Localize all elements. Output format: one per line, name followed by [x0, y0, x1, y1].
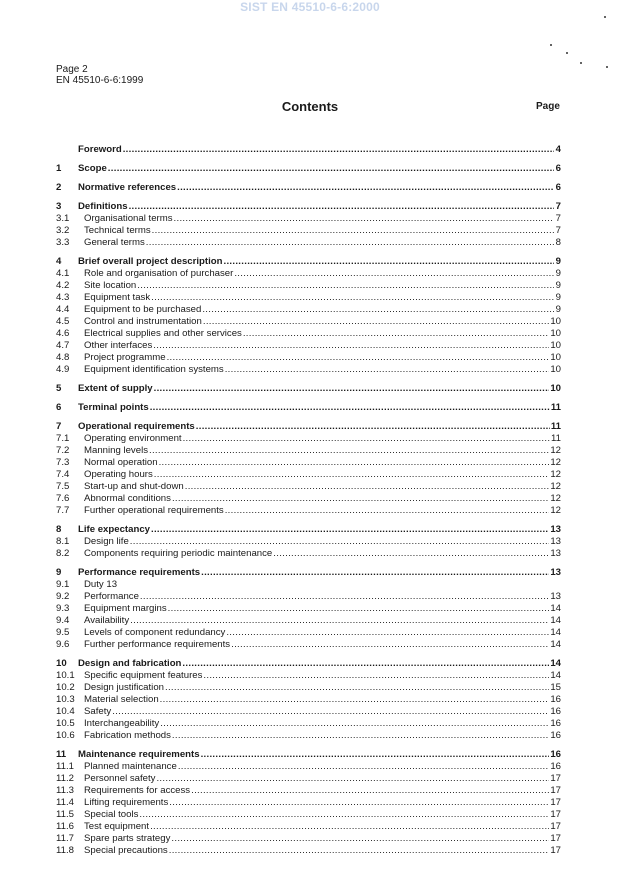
toc-entry-page: 12	[550, 457, 561, 468]
toc-entry-page: 14	[550, 603, 561, 614]
toc-entry[interactable]	[56, 567, 561, 579]
toc-entry-number: 9.5	[56, 627, 70, 638]
dot-leader	[112, 706, 549, 718]
toc-entry[interactable]	[56, 536, 561, 548]
toc-entry[interactable]	[56, 163, 561, 175]
toc-entry-title: Requirements for access	[84, 785, 191, 796]
toc-entry-page: 11	[550, 402, 561, 413]
toc-entry[interactable]	[56, 773, 561, 785]
toc-entry-title: Personnel safety	[84, 773, 156, 784]
toc-entry-page: 10	[550, 340, 561, 351]
toc-entry-page: 12	[550, 481, 561, 492]
toc-entry-page: 6	[555, 163, 561, 174]
toc-entry-title: Duty 13	[84, 579, 118, 590]
toc-entry[interactable]	[56, 797, 561, 809]
toc-entry-page: 8	[555, 237, 561, 248]
toc-entry-page: 13	[550, 548, 561, 559]
dot-leader	[178, 761, 550, 773]
toc-entry[interactable]	[56, 481, 561, 493]
toc-entry-page: 12	[550, 469, 561, 480]
toc-entry-number: 10.5	[56, 718, 75, 729]
dot-leader	[191, 785, 549, 797]
toc-entry-title: Design justification	[84, 682, 164, 693]
toc-entry[interactable]	[56, 627, 561, 639]
toc-entry-title: Maintenance requirements	[78, 749, 200, 760]
dot-leader	[156, 773, 549, 785]
toc-entry[interactable]	[56, 383, 561, 395]
toc-entry-number: 9.3	[56, 603, 70, 614]
toc-entry-number: 9.1	[56, 579, 70, 590]
toc-entry-title: Brief overall project description	[78, 256, 223, 267]
dot-leader	[150, 402, 550, 414]
dot-leader	[174, 213, 554, 225]
toc-entry-page: 16	[550, 694, 561, 705]
toc-entry-title: Equipment identification systems	[84, 364, 224, 375]
toc-entry[interactable]	[56, 340, 561, 352]
toc-entry-number: 10.6	[56, 730, 75, 741]
toc-entry-number: 4.6	[56, 328, 70, 339]
dot-leader	[183, 433, 550, 445]
toc-entry-page: 13	[550, 524, 561, 535]
toc-entry[interactable]	[56, 639, 561, 651]
toc-entry[interactable]	[56, 833, 561, 845]
dot-leader	[234, 268, 554, 280]
speck	[604, 16, 606, 18]
toc-entry[interactable]	[56, 694, 561, 706]
toc-entry[interactable]	[56, 144, 561, 156]
toc-entry-number: 4	[56, 256, 62, 267]
dot-leader	[140, 591, 549, 603]
toc-entry[interactable]	[56, 718, 561, 730]
toc-entry-title: Normative references	[78, 182, 177, 193]
toc-entry-title: Project programme	[84, 352, 166, 363]
toc-entry[interactable]	[56, 548, 561, 560]
toc-entry[interactable]	[56, 445, 561, 457]
toc-entry-title: Other interfaces	[84, 340, 153, 351]
dot-leader	[243, 328, 549, 340]
dot-leader	[223, 256, 554, 268]
toc-entry[interactable]	[56, 615, 561, 627]
toc-entry-number: 9.2	[56, 591, 70, 602]
toc-entry-number: 4.9	[56, 364, 70, 375]
toc-entry-page: 13	[550, 591, 561, 602]
toc-entry-title: Fabrication methods	[84, 730, 171, 741]
toc-entry[interactable]	[56, 237, 561, 249]
toc-entry-page: 16	[550, 706, 561, 717]
toc-entry-title: Performance	[84, 591, 139, 602]
toc-entry-number: 5	[56, 383, 62, 394]
watermark: SIST EN 45510-6-6:2000	[240, 0, 380, 14]
toc-entry-title: Extent of supply	[78, 383, 153, 394]
toc-entry-number: 3.1	[56, 213, 70, 224]
toc-entry-page: 14	[550, 658, 561, 669]
toc-entry-page: 16	[550, 761, 561, 772]
toc-entry-title: Further operational requirements	[84, 505, 224, 516]
toc-entry-page: 10	[550, 316, 561, 327]
toc-entry-number: 10.1	[56, 670, 75, 681]
dot-leader	[129, 201, 554, 213]
toc-entry-number: 7.1	[56, 433, 70, 444]
toc-entry-number: 2	[56, 182, 62, 193]
toc-entry-page: 12	[550, 493, 561, 504]
toc-entry-title: Specific equipment features	[84, 670, 203, 681]
toc-entry-number: 11	[56, 749, 67, 760]
toc-entry-number: 8.2	[56, 548, 70, 559]
speck	[566, 52, 568, 54]
toc-entry-title: Design and fabrication	[78, 658, 182, 669]
scan-specks	[540, 14, 620, 74]
toc-entry-page: 11	[550, 421, 561, 432]
toc-entry-page: 16	[550, 749, 561, 760]
toc-entry[interactable]	[56, 213, 561, 225]
toc-entry-title: Spare parts strategy	[84, 833, 171, 844]
toc-entry-title: Test equipment	[84, 821, 150, 832]
toc-entry-number: 7.3	[56, 457, 70, 468]
toc-entry-page: 12	[550, 505, 561, 516]
toc-entry[interactable]	[56, 292, 561, 304]
toc-entry-page: 7	[555, 213, 561, 224]
toc-entry-title: Organisational terms	[84, 213, 173, 224]
toc-entry-number: 1	[56, 163, 62, 174]
dot-leader	[231, 639, 549, 651]
toc-entry-title: Design life	[84, 536, 129, 547]
dot-leader	[225, 505, 550, 517]
toc-entry-number: 11.5	[56, 809, 74, 820]
toc-entry-title: Lifting requirements	[84, 797, 169, 808]
toc-entry-page: 17	[550, 785, 561, 796]
toc-entry[interactable]	[56, 579, 561, 591]
toc-entry-page: 7	[555, 225, 561, 236]
dot-leader	[169, 845, 550, 857]
dot-leader	[172, 493, 549, 505]
toc-entry-page: 17	[550, 833, 561, 844]
toc-entry[interactable]	[56, 352, 561, 364]
toc-entry-number: 9.4	[56, 615, 70, 626]
toc-entry[interactable]	[56, 706, 561, 718]
toc-entry[interactable]	[56, 809, 561, 821]
dot-leader	[201, 567, 549, 579]
toc-entry-number: 7.5	[56, 481, 70, 492]
toc-entry-title: Special tools	[84, 809, 139, 820]
toc-entry[interactable]	[56, 730, 561, 742]
toc-entry-page: 12	[550, 445, 561, 456]
toc-entry-title: Abnormal conditions	[84, 493, 171, 504]
toc-entry-number: 11.4	[56, 797, 74, 808]
dot-leader	[123, 144, 554, 156]
toc-entry-title: General terms	[84, 237, 145, 248]
toc-entry-page: 10	[550, 352, 561, 363]
toc-entry[interactable]	[56, 658, 561, 670]
toc-entry-number: 10.3	[56, 694, 75, 705]
toc-entry-title: Planned maintenance	[84, 761, 177, 772]
toc-entry-title: Performance requirements	[78, 567, 201, 578]
dot-leader	[151, 292, 554, 304]
dot-leader	[185, 481, 550, 493]
table-of-contents	[56, 144, 561, 857]
toc-entry[interactable]	[56, 364, 561, 376]
toc-entry[interactable]	[56, 682, 561, 694]
toc-entry-page: 14	[550, 639, 561, 650]
toc-entry-number: 4.5	[56, 316, 70, 327]
toc-entry-number: 10.4	[56, 706, 75, 717]
dot-leader	[151, 524, 549, 536]
dot-leader	[154, 383, 550, 395]
toc-entry-page: 17	[550, 797, 561, 808]
toc-entry-page: 9	[555, 280, 561, 291]
toc-entry[interactable]	[56, 421, 561, 433]
toc-entry-title: Availability	[84, 615, 130, 626]
toc-entry-number: 9.6	[56, 639, 70, 650]
dot-leader	[168, 603, 550, 615]
toc-entry-number: 4.2	[56, 280, 70, 291]
toc-entry-title: Interchangeability	[84, 718, 160, 729]
dot-leader	[196, 421, 550, 433]
dot-leader	[201, 749, 550, 761]
toc-entry-title: Life expectancy	[78, 524, 150, 535]
toc-entry-title: Definitions	[78, 201, 128, 212]
toc-entry-number: 4.3	[56, 292, 70, 303]
toc-entry-page: 13	[550, 567, 561, 578]
dot-leader	[137, 280, 554, 292]
toc-entry-page: 17	[550, 773, 561, 784]
toc-entry-title: Equipment margins	[84, 603, 167, 614]
toc-entry-title: Material selection	[84, 694, 159, 705]
toc-entry-number: 7.4	[56, 469, 70, 480]
toc-entry-title: Manning levels	[84, 445, 148, 456]
toc-entry-title: Equipment to be purchased	[84, 304, 202, 315]
toc-entry-title: Components requiring periodic maintenance	[84, 548, 273, 559]
toc-entry-page: 10	[550, 328, 561, 339]
toc-entry-title: Site location	[84, 280, 137, 291]
toc-entry[interactable]	[56, 280, 561, 292]
toc-entry[interactable]	[56, 304, 561, 316]
toc-entry-page: 16	[550, 730, 561, 741]
toc-entry-title: Operating environment	[84, 433, 182, 444]
dot-leader	[167, 352, 550, 364]
toc-entry-number: 10	[56, 658, 67, 669]
dot-leader	[139, 809, 549, 821]
dot-leader	[160, 718, 549, 730]
toc-entry[interactable]	[56, 670, 561, 682]
toc-entry-number: 6	[56, 402, 62, 413]
page-column-header: Page	[536, 101, 560, 112]
speck	[580, 62, 582, 64]
toc-entry-number: 7	[56, 421, 62, 432]
toc-entry[interactable]	[56, 785, 561, 797]
toc-entry[interactable]	[56, 845, 561, 857]
toc-entry-page: 10	[550, 383, 561, 394]
dot-leader	[130, 615, 549, 627]
toc-entry-number: 8	[56, 524, 62, 535]
toc-entry-number: 11.3	[56, 785, 74, 796]
toc-entry-title: Control and instrumentation	[84, 316, 202, 327]
toc-entry[interactable]	[56, 182, 561, 194]
toc-entry[interactable]	[56, 761, 561, 773]
dot-leader	[226, 627, 549, 639]
toc-entry-number: 7.6	[56, 493, 70, 504]
dot-leader	[146, 237, 554, 249]
dot-leader	[159, 457, 550, 469]
toc-entry-title: Role and organisation of purchaser	[84, 268, 234, 279]
toc-entry[interactable]	[56, 457, 561, 469]
dot-leader	[202, 304, 554, 316]
dot-leader	[203, 670, 549, 682]
toc-entry-title: Start-up and shut-down	[84, 481, 184, 492]
toc-entry-number: 3.2	[56, 225, 70, 236]
toc-entry-page: 14	[550, 670, 561, 681]
toc-entry[interactable]	[56, 591, 561, 603]
dot-leader	[165, 682, 549, 694]
toc-entry-number: 11.8	[56, 845, 74, 856]
toc-entry-title: Terminal points	[78, 402, 149, 413]
toc-entry-page: 4	[555, 144, 561, 155]
dot-leader	[177, 182, 554, 194]
speck	[606, 66, 608, 68]
toc-entry-number: 4.1	[56, 268, 70, 279]
toc-entry-title: Technical terms	[84, 225, 151, 236]
toc-entry-title: Equipment task	[84, 292, 151, 303]
dot-leader	[150, 821, 549, 833]
dot-leader	[153, 340, 549, 352]
dot-leader	[149, 445, 549, 457]
toc-entry[interactable]	[56, 225, 561, 237]
toc-entry-title: Safety	[84, 706, 112, 717]
toc-entry[interactable]	[56, 821, 561, 833]
toc-entry-number: 11.2	[56, 773, 74, 784]
toc-entry-page: 17	[550, 845, 561, 856]
contents-title: Contents	[281, 99, 339, 114]
dot-leader	[154, 469, 550, 481]
toc-entry-page: 6	[555, 182, 561, 193]
toc-entry-title: Operating hours	[84, 469, 153, 480]
toc-entry-number: 9	[56, 567, 62, 578]
toc-entry-page: 9	[555, 256, 561, 267]
toc-entry-number: 7.2	[56, 445, 70, 456]
toc-entry-number: 11.1	[56, 761, 74, 772]
toc-entry[interactable]	[56, 268, 561, 280]
toc-entry-number: 7.7	[56, 505, 70, 516]
toc-entry[interactable]	[56, 328, 561, 340]
toc-entry[interactable]	[56, 256, 561, 268]
toc-entry[interactable]	[56, 201, 561, 213]
toc-entry-page: 17	[550, 821, 561, 832]
toc-entry-page: 7	[555, 201, 561, 212]
toc-entry-title: Further performance requirements	[84, 639, 231, 650]
toc-entry-title: Operational requirements	[78, 421, 195, 432]
toc-entry-page: 16	[550, 718, 561, 729]
toc-entry-title: Special precautions	[84, 845, 168, 856]
toc-entry-page: 14	[550, 615, 561, 626]
toc-entry[interactable]	[56, 524, 561, 536]
toc-entry-title: Foreword	[78, 144, 122, 155]
toc-entry-number: 3	[56, 201, 62, 212]
toc-entry-number: 8.1	[56, 536, 70, 547]
toc-entry-number: 4.7	[56, 340, 70, 351]
toc-entry[interactable]	[56, 493, 561, 505]
toc-entry-title: Scope	[78, 163, 107, 174]
toc-entry-page: 9	[555, 268, 561, 279]
toc-entry-page: 15	[550, 682, 561, 693]
toc-entry-title: Levels of component redundancy	[84, 627, 226, 638]
dot-leader	[160, 694, 550, 706]
toc-entry-number: 10.2	[56, 682, 75, 693]
toc-entry-page: 13	[550, 536, 561, 547]
toc-entry-number: 4.4	[56, 304, 70, 315]
dot-leader	[203, 316, 549, 328]
toc-entry-page: 11	[551, 433, 561, 444]
dot-leader	[172, 730, 549, 742]
toc-entry-page: 17	[550, 809, 561, 820]
toc-entry[interactable]	[56, 433, 561, 445]
toc-entry-page: 14	[550, 627, 561, 638]
toc-entry-page: 9	[555, 292, 561, 303]
speck	[550, 44, 552, 46]
toc-entry[interactable]	[56, 402, 561, 414]
document-reference: EN 45510-6-6:1999	[56, 75, 144, 86]
dot-leader	[108, 163, 554, 175]
dot-leader	[182, 658, 549, 670]
toc-entry-title: Normal operation	[84, 457, 158, 468]
dot-leader	[152, 225, 554, 237]
toc-entry[interactable]	[56, 469, 561, 481]
toc-entry[interactable]	[56, 603, 561, 615]
dot-leader	[273, 548, 549, 560]
toc-entry-number: 4.8	[56, 352, 70, 363]
dot-leader	[225, 364, 550, 376]
toc-entry[interactable]	[56, 505, 561, 517]
toc-entry-page: 9	[555, 304, 561, 315]
dot-leader	[130, 536, 550, 548]
toc-entry-page: 10	[550, 364, 561, 375]
dot-leader	[169, 797, 549, 809]
toc-entry-title: Electrical supplies and other services	[84, 328, 242, 339]
dot-leader	[171, 833, 549, 845]
toc-entry[interactable]	[56, 749, 561, 761]
toc-entry[interactable]	[56, 316, 561, 328]
toc-entry-number: 3.3	[56, 237, 70, 248]
toc-entry-number: 11.7	[56, 833, 74, 844]
page-number: Page 2	[56, 64, 88, 75]
toc-entry-number: 11.6	[56, 821, 74, 832]
